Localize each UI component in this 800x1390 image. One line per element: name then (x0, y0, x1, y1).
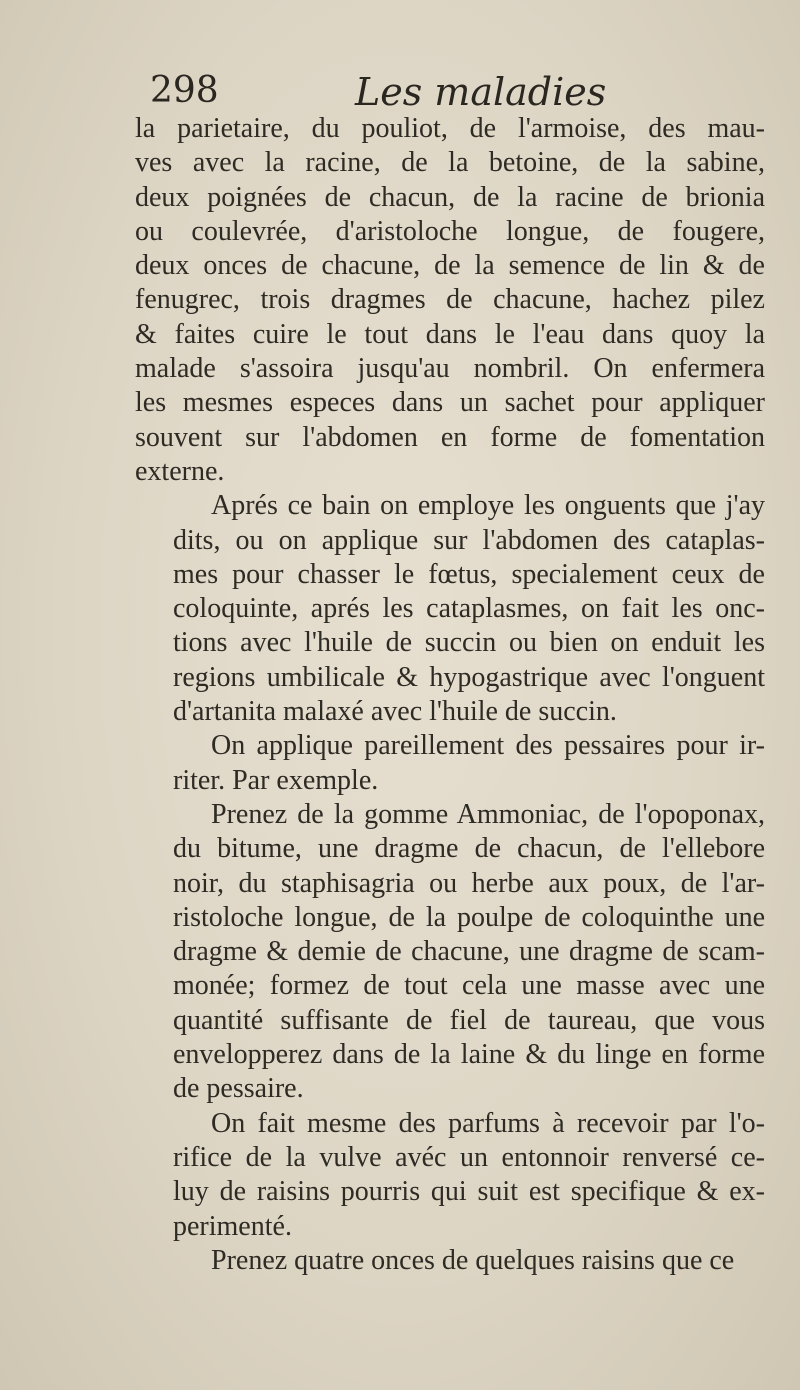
text-line: Prenez de la gomme Ammoniac, de l'opoponax, (211, 798, 765, 830)
text-line: deux poignées de chacun, de la racine de brionia (135, 181, 765, 213)
paragraph (135, 729, 765, 798)
text-line: On applique pareillement des pessaires pour ir- (211, 730, 765, 762)
text-line: malade s'assoira jusqu'au nombril. On enfermera (135, 353, 765, 385)
text-line: tions avec l'huile de succin ou bien on enduit les (173, 627, 765, 659)
text-line: dits, ou on applique sur l'abdomen des cataplas- (173, 524, 765, 556)
text-line: perimenté. (173, 1210, 292, 1242)
text-line: envelopperez dans de la laine & du linge en forme (173, 1039, 765, 1071)
paragraph (135, 1107, 765, 1244)
text-line: & faites cuire le tout dans le l'eau dans quoy la (135, 318, 765, 350)
text-line: noir, du staphisagria ou herbe aux poux, de l'ar- (173, 867, 765, 899)
paragraph (135, 1244, 765, 1278)
text-line: On fait mesme des parfums à recevoir par l'o- (211, 1107, 765, 1139)
page-number: 298 (150, 70, 219, 111)
text-line: luy de raisins pourris qui suit est specifique & ex- (173, 1176, 765, 1208)
text-line: fenugrec, trois dragmes de chacune, hachez pilez (135, 284, 765, 316)
text-line: mes pour chasser le fœtus, specialement ceux de (173, 558, 765, 590)
text-line: du bitume, une dragme de chacun, de l'ellebore (173, 833, 765, 865)
text-line: ves avec la racine, de la betoine, de la sabine, (135, 147, 765, 179)
text-line: dragme & demie de chacune, une dragme de scam- (173, 936, 765, 968)
text-line: rifice de la vulve avéc un entonnoir renversé ce- (173, 1141, 765, 1173)
text-line: deux onces de chacune, de la semence de lin & de (135, 250, 765, 282)
text-line: riter. Par exemple. (173, 764, 379, 796)
paragraph (135, 489, 765, 729)
text-line: les mesmes especes dans un sachet pour appliquer (135, 387, 765, 419)
text-line: coloquinte, aprés les cataplasmes, on fait les onc- (173, 593, 765, 625)
text-line: monée; formez de tout cela une masse avec une (173, 970, 765, 1002)
text-line: quantité suffisante de fiel de taureau, que vous (173, 1004, 765, 1036)
text-line: ou coulevrée, d'aristoloche longue, de fougere, (135, 215, 765, 247)
paragraph (135, 112, 765, 489)
text-line: Prenez quatre onces de quelques raisins que ce (211, 1244, 735, 1276)
text-line: souvent sur l'abdomen en forme de fomentation (135, 421, 765, 453)
text-line: d'artanita malaxé avec l'huile de succin. (173, 696, 617, 728)
text-line: Aprés ce bain on employe les onguents que j'ay (211, 490, 765, 522)
text-line: regions umbilicale & hypogastrique avec l'onguent (173, 661, 765, 693)
text-line: de pessaire. (173, 1073, 304, 1105)
text-line: externe. (135, 455, 225, 487)
running-title: Les maladies (355, 70, 607, 114)
body-text (135, 112, 765, 1278)
paragraph (135, 798, 765, 1107)
text-line: la parietaire, du pouliot, de l'armoise, des mau- (135, 113, 765, 144)
text-line: ristoloche longue, de la poulpe de coloquinthe une (173, 901, 765, 933)
